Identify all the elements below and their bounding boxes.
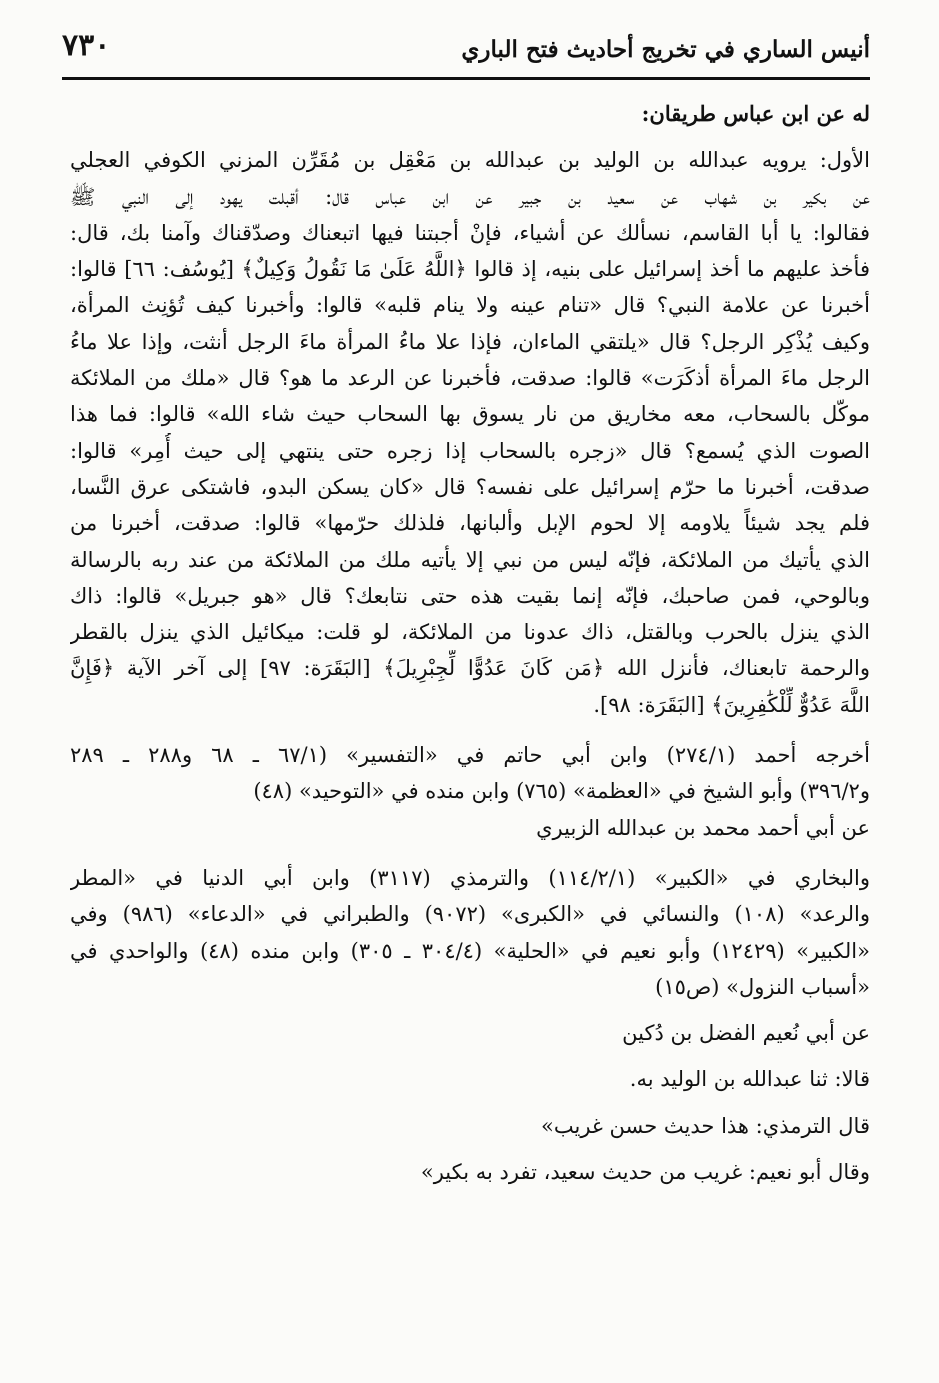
narration-line: الذي ينزل بالحرب وبالقتل، ذاك عدونا من الملائكة، لو قلت: ميكائيل الذي ينزل بالقطر (70, 620, 870, 645)
takhrij-line: «أسباب النزول» (ص١٥) (655, 974, 870, 999)
spacer (70, 846, 870, 860)
takhrij-line: «الكبير» (١٢٤٢٩) وأبو نعيم في «الحلية» (٣٠٤/٤ ـ ٣٠٥) وابن منده (٤٨) والواحدي في (70, 938, 870, 963)
spacer (70, 132, 870, 142)
narration-line: والرحمة تابعناك، فأنزل الله ﴿مَن كَانَ عَدُوًّا لِّجِبْرِيلَ﴾ [البَقَرَة: ٩٧] إلى آخر الآية ﴿فَإِنَّ (70, 656, 870, 681)
takhrij-paragraph-1 (70, 737, 870, 810)
spacer (70, 1005, 870, 1015)
narration-line: فلم يجد شيئاً يلاومه إلا لحوم الإبل وألبانها، فلذلك حرّمها» قالوا: صدقت، أخبرنا من (70, 511, 870, 536)
narration-line: عن بكير بن شهاب عن سعيد بن جبير عن ابن عباس قال: أقبلت يهود إلى النبي ﷺ (70, 184, 870, 209)
tirmidhi-verdict: قال الترمذي: هذا حديث حسن غريب» (541, 1113, 870, 1138)
narration-line: فقالوا: يا أبا القاسم، نسألك عن أشياء، فإنْ أجبتنا فيها اتبعناك وصدّقناك وآمنا بك، قال: (70, 220, 870, 245)
qala-line: قالا: ثنا عبدالله بن الوليد به. (629, 1067, 870, 1092)
takhrij-line: والرعد» (١٠٨) والنسائي في «الكبرى» (٩٠٧٢) والطبراني في «الدعاء» (٩٨٦) وفي (70, 902, 870, 927)
abu-nuaym-verdict: وقال أبو نعيم: غريب من حديث سعيد، تفرد به بكير» (420, 1160, 870, 1185)
narration-line: الصوت الذي يُسمع؟ قال «زجره بالسحاب إذا زجره حتى ينتهي إلى حيث أُمِر» قالوا: (70, 438, 870, 463)
page-header (62, 22, 870, 80)
spacer (70, 1098, 870, 1108)
chain-via-zubayri: عن أبي أحمد محمد بن عبدالله الزبيري (536, 815, 870, 840)
narration-line: الرجل ماءَ المرأة أذكَرَت» قالوا: صدقت، فأخبرنا عن الرعد ما هو؟ قال «ملك من الملائكة (70, 366, 870, 391)
spacer (70, 723, 870, 737)
narration-line: فأخذ عليهم ما أخذ إسرائيل على بنيه، إذ قالوا ﴿اللَّهُ عَلَىٰ مَا نَقُولُ وَكِيلٌ﴾ [يُوسُف: ٦٦] قالوا: (70, 257, 870, 282)
page-body (70, 96, 870, 1190)
takhrij-line: أخرجه أحمد (٢٧٤/١) وابن أبي حاتم في «التفسير» (٦٧/١ ـ ٦٨ و٢٨٨ ـ ٢٨٩ (70, 743, 870, 768)
spacer (70, 1144, 870, 1154)
narration-line: أخبرنا عن علامة النبي؟ قال «تنام عينه ولا ينام قلبه» قالوا: وأخبرنا كيف تُؤنِث المرأة، (70, 293, 870, 318)
header-rule (62, 77, 870, 80)
intro-heading: له عن ابن عباس طريقان: (641, 101, 870, 126)
page-number: ٧٣٠ (62, 28, 111, 63)
running-title: أنيس الساري في تخريج أحاديث فتح الباري (461, 36, 870, 63)
chain-via-abu-nuaym: عن أبي نُعيم الفضل بن دُكين (622, 1021, 870, 1046)
takhrij-line: والبخاري في «الكبير» (١١٤/٢/١) والترمذي (٣١١٧) وابن أبي الدنيا في «المطر (70, 865, 870, 890)
narration-line: وكيف يُذْكِر الرجل؟ قال «يلتقي الماءان، فإذا علا ماءُ المرأة ماءَ الرجل أنثت، وإذا علا ماءُ (70, 329, 870, 354)
narration-line: وبالوحي، فمن صاحبك، فإنّه إنما بقيت هذه حتى نتابعك؟ قال «هو جبريل» قالوا: ذاك (70, 583, 870, 608)
narration-line: اللَّهَ عَدُوٌّ لِّلْكَٰفِرِينَ﴾ [البَقَرَة: ٩٨]. (593, 692, 870, 717)
takhrij-paragraph-2 (70, 860, 870, 1005)
narration-line: الذي يأتيك من الملائكة، فإنّه ليس من نبي إلا يأتيه ملك من الملائكة من عند ربه بالرسالة (70, 547, 870, 572)
narration-paragraph (70, 142, 870, 723)
spacer (70, 1051, 870, 1061)
narration-line: موكّل بالسحاب، معه مخاريق من نار يسوق بها السحاب حيث شاء الله» قالوا: فما هذا (70, 402, 870, 427)
narration-line: الأول: يرويه عبدالله بن الوليد بن عبدالله بن مَعْقِل بن مُقَرِّن المزني الكوفي العجلي (70, 148, 870, 173)
narration-line: صدقت، أخبرنا ما حرّم إسرائيل على نفسه؟ قال «كان يسكن البدو، فاشتكى عرق النَّسا، (70, 474, 870, 499)
takhrij-line: و٣٩٦/٢) وأبو الشيخ في «العظمة» (٧٦٥) وابن منده في «التوحيد» (٤٨) (253, 779, 870, 804)
